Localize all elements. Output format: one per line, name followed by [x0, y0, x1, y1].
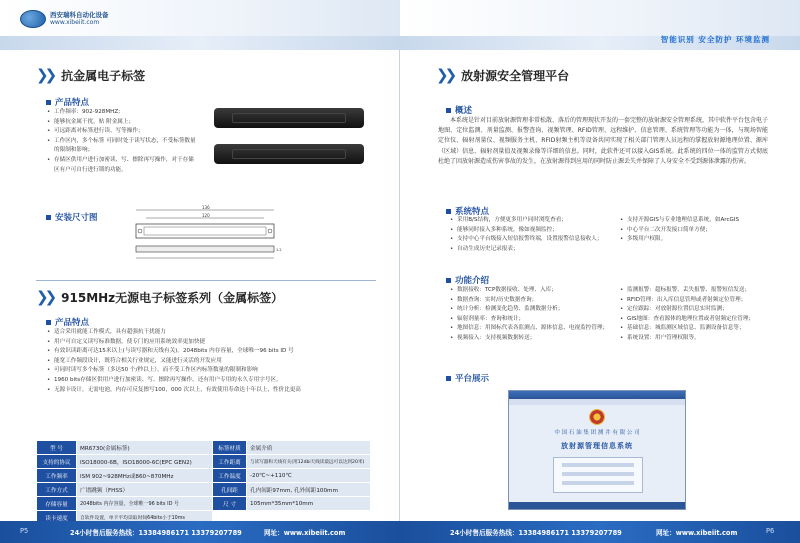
- section-title-text: 915MHz无源电子标签系列（金属标签）: [61, 290, 284, 305]
- spec-value: 2048bits 内存容量，全球唯一96 bits ID 号: [77, 497, 213, 511]
- list-item: • 多级用户权限。: [620, 235, 790, 245]
- footer-left: [0, 521, 400, 543]
- spec-value: 105mm*35mm*10mm: [247, 497, 371, 511]
- list-item: • 可同时读写多个标签（多达50 个/秒以上），而不受工作区内标签数量的限制和影响: [46, 366, 376, 376]
- logo-text: [50, 11, 109, 27]
- subtitle-text: 系统特点: [455, 207, 490, 217]
- hotline-text: 24小时售后服务热线：13384986171 13379207789: [70, 529, 242, 537]
- spec-value: 孔内间距97mm, 孔外间距100mm: [247, 483, 371, 497]
- platform-screenshot: [508, 390, 686, 510]
- spec-key: 工作温度: [213, 469, 247, 483]
- page-number: P6: [766, 527, 775, 535]
- spec-value: ISM 902~928MHz或860~870MHz: [77, 469, 213, 483]
- login-panel: [553, 457, 643, 493]
- list-item: • 能宽工作频段设计，既符合相关行业规定，又能进行灵活的开发应用: [46, 357, 376, 367]
- subtitle-text: 平台展示: [455, 374, 490, 384]
- section-title-text: 放射源安全管理平台: [461, 68, 570, 83]
- spec-key: 标签材质: [213, 441, 247, 455]
- spec-value: ISO18000-6B，ISO18000-6C(EPC GEN2): [77, 455, 213, 469]
- section-title-915mhz: [36, 288, 283, 306]
- bullet-square-icon: [446, 209, 451, 214]
- features-subtitle-2: [46, 316, 89, 328]
- metal-tag-photo-2: [214, 144, 364, 164]
- bullet-square-icon: [446, 108, 451, 113]
- taskbar: [509, 502, 685, 509]
- list-item: • 采用B/S结构，方便更多用户同时浏览查看；: [450, 216, 620, 226]
- table-row: [37, 483, 371, 497]
- func-subtitle: [446, 274, 489, 286]
- logo-line1: 西安瑞科自动化设备: [50, 11, 109, 19]
- bullet-square-icon: [46, 320, 51, 325]
- overview-subtitle: [446, 104, 472, 116]
- list-item: • 基础信息：城监测区域信息、监测设备信息等；: [620, 324, 795, 334]
- metal-tag-photo: [214, 108, 364, 128]
- list-item: • 自动生成历史记录报表；: [450, 245, 620, 255]
- hotline-text: 24小时售后服务热线：13384986171 13379207789: [450, 529, 622, 537]
- company-logo: [20, 10, 109, 28]
- divider: [36, 280, 376, 281]
- dim-136: 136: [202, 205, 210, 210]
- spec-key: 支持的协议: [37, 455, 77, 469]
- chevron-double-icon: ❯❯: [36, 66, 54, 84]
- spec-value: 广谱跳频（FHSS）: [77, 483, 213, 497]
- list-item: • 地图信息：用图标代表各监测点、源体信息、电视监控管理；: [450, 324, 625, 334]
- globe-icon: [20, 10, 46, 28]
- list-item: • 无源卡设计，无需电池，内存可反复擦写100，000 次以上，有效使用寿命达十年以上，性价比更高: [46, 386, 376, 396]
- header-band: [0, 0, 400, 50]
- subtitle-text: 概述: [455, 106, 473, 116]
- subtitle-text: 功能介绍: [455, 276, 490, 286]
- window-titlebar: [509, 391, 685, 399]
- features-subtitle: [46, 96, 89, 108]
- website-link[interactable]: 网址：www.xibeiit.com: [264, 529, 346, 537]
- header-wave: [0, 36, 400, 50]
- section-title-text: 抗金属电子标签: [61, 68, 146, 83]
- footer-right: [400, 521, 800, 543]
- overview-paragraph: 本系统是针对目前放射源管理非常松散、落后的管理现状开发的一套完整的放射源安全管理系统，其中软件平台包含电子地图、定位监测、剂量监测、报警查询、视频管理、RFID管理、远程维护、信息管理、系统管理等功能为一体，与现场智能定位仪、辐射剂量仪、视频服务主机、RFID射频主机等设备共同实现了相关部门管理人员远程的掌握放射源地理位置、源库（区域）信息、辐射剂量值及视频录像等详细的信息。同时，此软件还可以接入GIS系统。此系统的四位一体的监管方式彻底杜绝了因放射源造成伤害事故的发生，在放射源得到应用的同时防止源丢失并保障了人身安全不受到源体泄露的伤害。: [438, 117, 769, 165]
- list-item: • RFID管理：出入库信息管理或者射频定位管理；: [620, 296, 795, 306]
- list-item: • 工作区内，多个标签 可同时处于读写状态，不受标签数量的限制和影响；: [46, 137, 196, 156]
- spec-value: MR6730(金属标签): [77, 441, 213, 455]
- list-item: • 存储区供用户进行加密读、写、擦除再写操作，对于存储区有户可自行进行锁的功能。: [46, 156, 196, 175]
- spec-value: 金属介质: [247, 441, 371, 455]
- bullet-square-icon: [446, 278, 451, 283]
- table-row: [37, 497, 371, 511]
- spec-value: 与读写器和天线有关(用12dbi天线读最远可以达到20米): [247, 455, 371, 469]
- list-item: • 定位跟踪：对放射源位置信息实时监测；: [620, 305, 795, 315]
- list-item: • 可远距离对标签进行读、写等操作；: [46, 127, 196, 137]
- func-list-left: [450, 286, 625, 344]
- dim-120: 120: [202, 213, 210, 218]
- func-list-right: [620, 286, 795, 344]
- list-item: • 支持中心平台级接入短信报警终端，设置报警信息接收人；: [450, 235, 620, 245]
- window-menubar: [509, 399, 685, 405]
- spec-key: 尺 寸: [213, 497, 247, 511]
- dim-thickness: 1.2: [276, 248, 282, 252]
- table-row: [37, 441, 371, 455]
- list-item: • 监测报警：超标报警、丢失报警、报警短信发送；: [620, 286, 795, 296]
- subtitle-text: 产品特点: [55, 318, 90, 328]
- website-link[interactable]: 网址：www.xibeiit.com: [656, 529, 738, 537]
- bullet-square-icon: [46, 215, 51, 220]
- list-item: • 统计分析：检测变化趋势、监测数据分析；: [450, 305, 625, 315]
- logo-line2: www.xibeiit.com: [50, 19, 100, 26]
- chevron-double-icon: ❯❯: [36, 288, 54, 306]
- demo-subtitle: [446, 372, 489, 384]
- list-item: • 视频接入：支持视频数据转送；: [450, 334, 625, 344]
- features-list-1: [46, 108, 196, 175]
- list-item: • 有效识读距离可达15米以上(与读写器和天线有关)。2048bits 内存容量，全球唯一96 bits ID 号: [46, 347, 376, 357]
- slogan: 智能识别 安全防护 环境监测: [660, 35, 770, 44]
- list-item: • 1960 bits存储区供用户进行加密读、写、擦除再写操作，还有用户专用的永久专用字号区。: [46, 376, 376, 386]
- table-row: [37, 469, 371, 483]
- spec-key: 工作方式: [37, 483, 77, 497]
- list-item: • 支持开源GIS与专业地理信息系统，如ArcGIS: [620, 216, 790, 226]
- demo-company-name: 中 国 石 油 集 团 测 井 有 限 公 司: [554, 430, 640, 436]
- sys-list-right: [620, 216, 790, 245]
- bullet-square-icon: [446, 376, 451, 381]
- list-item: • 用户可自定义读写标准数据，使专门的应用系统效率更加快捷: [46, 338, 376, 348]
- spec-key: 读卡速度: [37, 511, 77, 525]
- dimension-drawing: [130, 204, 280, 268]
- list-item: • 中心平台二次开发接口简单方便；: [620, 226, 790, 236]
- list-item: • 辐射剂量率：查询和统计；: [450, 315, 625, 325]
- table-row: [37, 455, 371, 469]
- cnpc-emblem-icon: [589, 409, 605, 425]
- spec-key: 工作距离: [213, 455, 247, 469]
- spec-key: 孔间距: [213, 483, 247, 497]
- chevron-double-icon: ❯❯: [436, 66, 454, 84]
- section-title-anti-metal: [36, 66, 145, 84]
- spec-table: [36, 440, 371, 525]
- list-item: • 能够抗金属干扰，贴 附金属上；: [46, 118, 196, 128]
- bullet-square-icon: [46, 100, 51, 105]
- page-number: P5: [20, 527, 29, 535]
- list-item: • 数据接收：TCP数据接收、处理、入库；: [450, 286, 625, 296]
- list-item: • 能够同时接入多种系统，像如视频监控；: [450, 226, 620, 236]
- subtitle-text: 安装尺寸图: [55, 213, 98, 223]
- list-item: • 工作频率：902-928MHZ;: [46, 108, 196, 118]
- section-title-radiation: [436, 66, 569, 84]
- spec-key: 存储容量: [37, 497, 77, 511]
- sys-list-left: [450, 216, 620, 254]
- features-list-2: [46, 328, 376, 395]
- list-item: • 系统设置：用户管理权限等。: [620, 334, 795, 344]
- size-subtitle: [46, 211, 98, 223]
- spec-value: 自软件设置，单卡平均读取时间64bits小于10ms: [77, 511, 213, 525]
- spec-value: -20℃~+110℃: [247, 469, 371, 483]
- subtitle-text: 产品特点: [55, 98, 90, 108]
- demo-system-title: 放射源管理信息系统: [561, 442, 633, 450]
- spec-key: 工作频率: [37, 469, 77, 483]
- list-item: • GIS地图：查看源体的地理位置或者射频定位管理；: [620, 315, 795, 325]
- spec-key: 型 号: [37, 441, 77, 455]
- list-item: • 适合采用就能工作模式，具有超强抗干扰能力: [46, 328, 376, 338]
- list-item: • 数据查询：实时/历史数据查询；: [450, 296, 625, 306]
